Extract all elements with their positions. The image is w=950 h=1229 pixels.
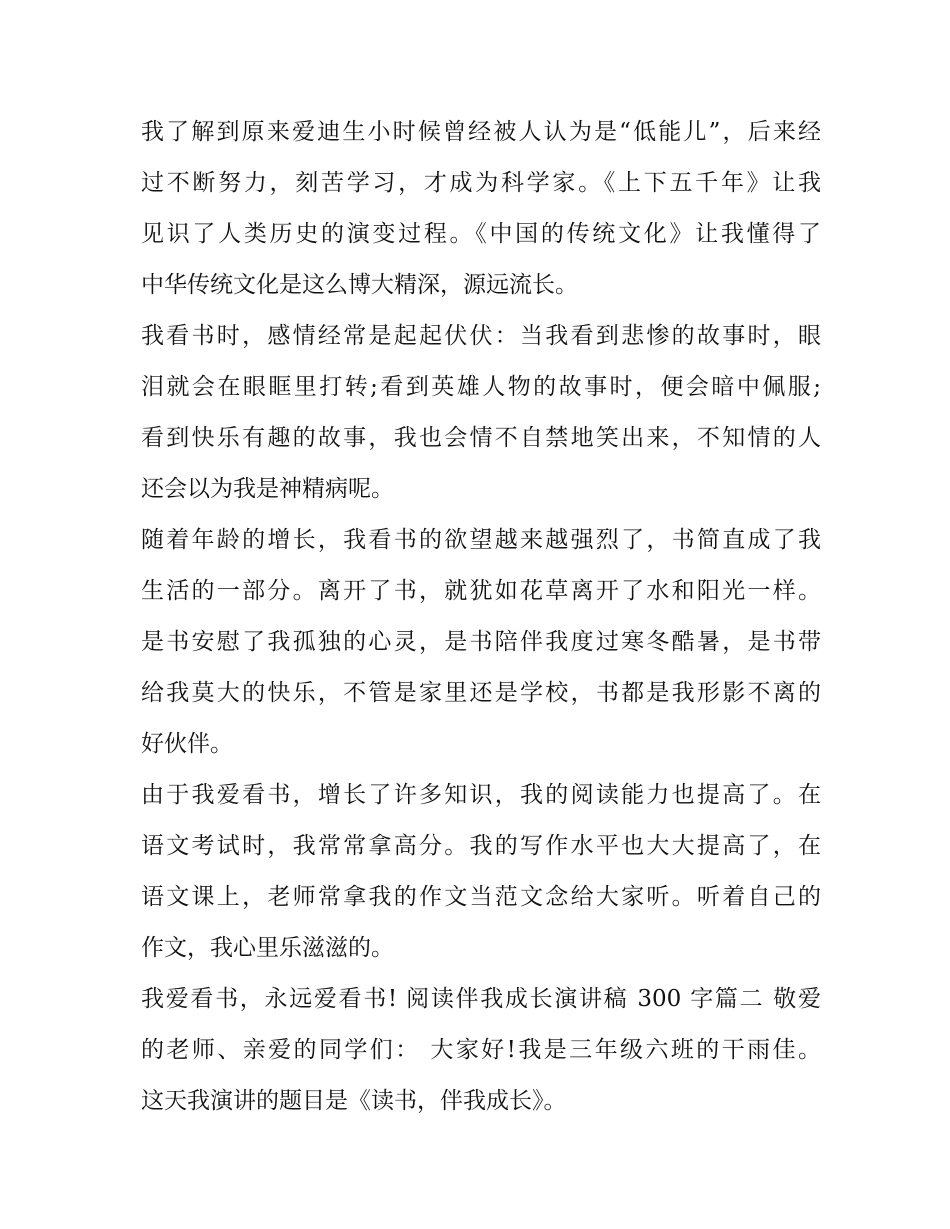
text-line: 随着年龄的增长，我看书的欲望越来越强烈了，书简直成了我 [141, 527, 821, 553]
text-line: 我看书时，感情经常是起起伏伏：当我看到悲惨的故事时，眼 [141, 323, 821, 349]
text-line: 过不断努力，刻苦学习，才成为科学家。《上下五千年》让我 [141, 170, 821, 196]
text-line: 生活的一部分。离开了书，就犹如花草离开了水和阳光一样。 [141, 578, 821, 604]
text-line: 我了解到原来爱迪生小时候曾经被人认为是“低能儿”，后来经 [141, 119, 821, 145]
text-line: 语文课上，老师常拿我的作文当范文念给大家听。听着自己的 [141, 884, 821, 910]
text-line: 好伙伴。 [141, 731, 233, 757]
body-text [141, 107, 821, 1127]
text-line: 看到快乐有趣的故事，我也会情不自禁地笑出来，不知情的人 [141, 425, 821, 451]
text-line: 给我莫大的快乐，不管是家里还是学校，书都是我形影不离的 [141, 680, 821, 706]
text-line: 见识了人类历史的演变过程。《中国的传统文化》让我懂得了 [141, 221, 821, 247]
text-line: 泪就会在眼眶里打转;看到英雄人物的故事时，便会暗中佩服; [141, 374, 821, 400]
text-line: 语文考试时，我常常拿高分。我的写作水平也大大提高了，在 [141, 833, 821, 859]
text-line: 作文，我心里乐滋滋的。 [141, 935, 394, 961]
text-line: 我爱看书，永远爱看书! 阅读伴我成长演讲稿 300 字篇二 敬爱 [141, 986, 821, 1012]
text-line: 由于我爱看书，增长了许多知识，我的阅读能力也提高了。在 [141, 782, 821, 808]
text-line: 的老师、亲爱的同学们： 大家好!我是三年级六班的干雨佳。 [141, 1037, 821, 1063]
text-line: 是书安慰了我孤独的心灵，是书陪伴我度过寒冬酷暑，是书带 [141, 629, 821, 655]
text-line: 还会以为我是神精病呢。 [141, 476, 394, 502]
text-line: 这天我演讲的题目是《读书，伴我成长》。 [141, 1088, 567, 1114]
text-line: 中华传统文化是这么博大精深，源远流长。 [141, 272, 578, 298]
